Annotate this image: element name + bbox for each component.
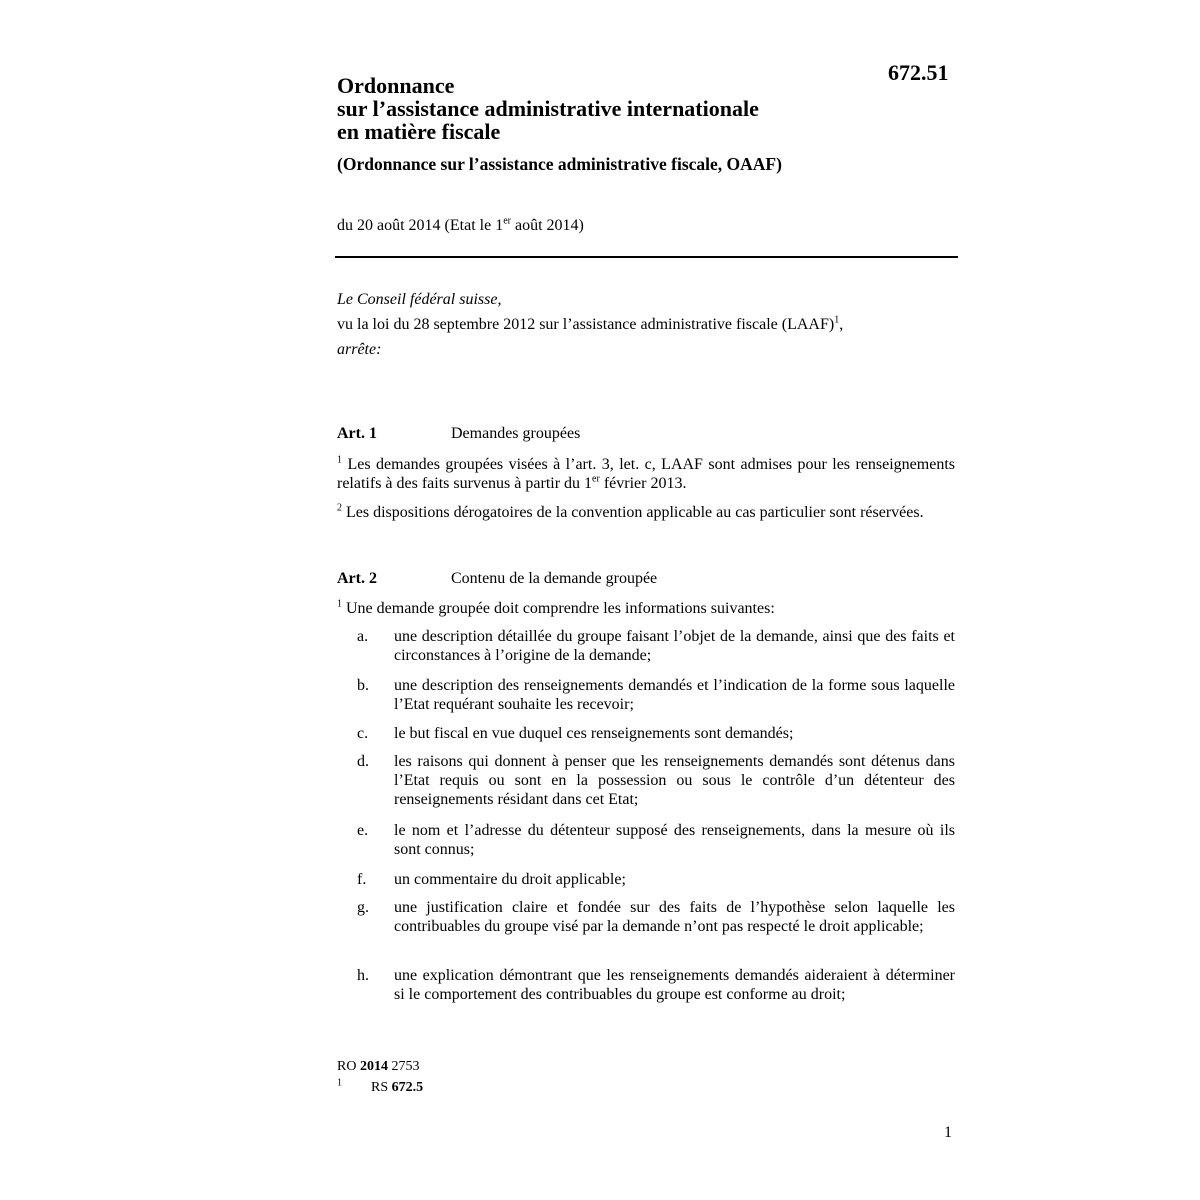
art2-title: Contenu de la demande groupée bbox=[451, 570, 658, 587]
paragraph-number: 2 bbox=[337, 502, 342, 514]
footnote-ref-number: 672.5 bbox=[391, 1080, 424, 1095]
footnote-prefix: RS bbox=[371, 1080, 389, 1095]
list-item-text: les raisons qui donnent à penser que les renseignements demandés sont détenus dans l’Etat requis ou sont en la possession ou sous le contrôle d’un détenteur des renseignements résidant dans cet Etat; bbox=[394, 753, 955, 808]
title-line: sur l’assistance administrative internationale bbox=[337, 96, 759, 121]
paragraph-text: février 2013. bbox=[599, 475, 687, 492]
art1-paragraph-2 bbox=[337, 503, 955, 522]
ro-reference bbox=[337, 1059, 419, 1075]
title-line: en matière fiscale bbox=[337, 119, 501, 144]
preamble-basis-end: , bbox=[839, 316, 844, 333]
superscript: er bbox=[592, 473, 600, 485]
list-item-text: un commentaire du droit applicable; bbox=[394, 871, 626, 888]
date-prefix: du 20 août 2014 (Etat le 1 bbox=[337, 217, 504, 234]
paragraph-text: Les demandes groupées visées à l’art. 3, let. c, LAAF sont admises pour les renseignements relatifs à des faits survenus à partir du 1 bbox=[337, 456, 955, 492]
preamble-authority: Le Conseil fédéral suisse, bbox=[337, 291, 502, 308]
art1-heading bbox=[337, 425, 580, 443]
list-item-label: b. bbox=[357, 677, 369, 694]
list-item-label: c. bbox=[357, 725, 369, 742]
preamble-basis bbox=[337, 312, 957, 337]
document-title bbox=[337, 74, 897, 143]
art1-title: Demandes groupées bbox=[451, 425, 581, 442]
list-item-label: f. bbox=[357, 871, 367, 888]
preamble-basis-text: vu la loi du 28 septembre 2012 sur l’assistance administrative fiscale (LAAF) bbox=[337, 316, 835, 333]
ro-prefix: RO bbox=[337, 1059, 357, 1074]
paragraph-text: Les dispositions dérogatoires de la convention applicable au cas particulier sont réservées. bbox=[342, 504, 924, 521]
footnote-ref[interactable]: 1 bbox=[834, 314, 840, 326]
paragraph-number: 1 bbox=[337, 598, 342, 610]
list-item-label: d. bbox=[357, 753, 369, 770]
preamble bbox=[337, 287, 957, 362]
list-item-text: une justification claire et fondée sur des faits de l’hypothèse selon laquelle les contribuables du groupe visé par la demande n’ont pas respecté le droit applicable; bbox=[394, 899, 955, 935]
ro-page: 2753 bbox=[391, 1059, 420, 1074]
page-number: 1 bbox=[944, 1124, 952, 1141]
title-line: Ordonnance bbox=[337, 73, 455, 98]
list-item-text: une explication démontrant que les renseignements demandés aideraient à déterminer si le comportement des contribuables du groupe est conforme au droit; bbox=[394, 967, 955, 1003]
art2-heading bbox=[337, 570, 657, 588]
list-item-label: h. bbox=[357, 967, 369, 984]
art1-number: Art. 1 bbox=[337, 425, 377, 442]
document-subtitle: (Ordonnance sur l’assistance administrative fiscale, OAAF) bbox=[337, 154, 782, 174]
list-item-label: e. bbox=[357, 822, 369, 839]
paragraph-number: 1 bbox=[337, 454, 342, 466]
paragraph-text: Une demande groupée doit comprendre les informations suivantes: bbox=[342, 600, 775, 617]
header-divider bbox=[335, 256, 958, 258]
footnote-number: 1 bbox=[337, 1077, 342, 1089]
date-suffix: août 2014) bbox=[510, 217, 584, 234]
art2-paragraph-1 bbox=[337, 599, 955, 618]
list-item-text: une description des renseignements demandés et l’indication de la forme sous laquelle l’Etat requérant souhaite les recevoir; bbox=[394, 677, 955, 713]
ro-year: 2014 bbox=[359, 1059, 388, 1074]
date-superscript: er bbox=[503, 215, 511, 227]
footnote bbox=[337, 1077, 424, 1096]
list-item-label: g. bbox=[357, 899, 369, 916]
list-item-text: le but fiscal en vue duquel ces renseignements sont demandés; bbox=[394, 725, 794, 742]
preamble-decree: arrête: bbox=[337, 341, 382, 358]
art2-number: Art. 2 bbox=[337, 570, 377, 587]
rs-number: 672.51 bbox=[888, 60, 949, 85]
list-item-text: une description détaillée du groupe faisant l’objet de la demande, ainsi que des faits et circonstances à l’origine de la demande; bbox=[394, 628, 955, 664]
list-item-label: a. bbox=[357, 628, 369, 645]
document-date bbox=[337, 217, 584, 235]
art1-paragraph-1 bbox=[337, 455, 955, 493]
list-item-text: le nom et l’adresse du détenteur supposé des renseignements, dans la mesure où ils sont connus; bbox=[394, 822, 955, 858]
